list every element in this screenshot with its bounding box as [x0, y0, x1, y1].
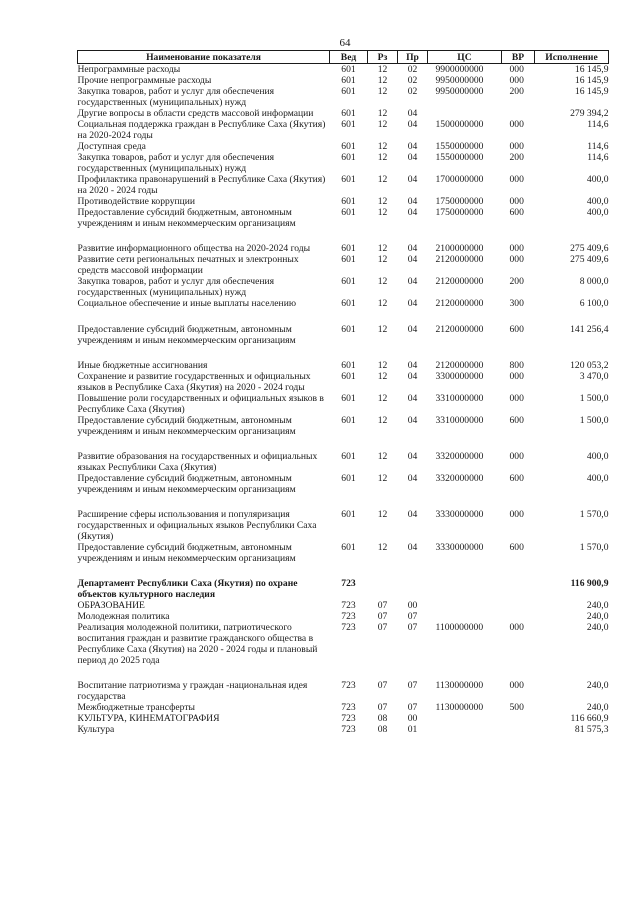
cell-execution: 81 575,3 [574, 724, 609, 735]
cell-pr: 04 [407, 174, 418, 185]
cell-vr: 800 [509, 360, 524, 371]
cell-pr [398, 578, 428, 600]
cell-name: Непрограммные расходы [77, 64, 181, 75]
cell-name: Закупка товаров, работ и услуг для обеспечения государственных (муниципальных) нужд [77, 86, 275, 108]
cell-vr [502, 108, 535, 119]
cell-vr: 000 [509, 196, 524, 207]
cell-ved: 723 [341, 600, 356, 611]
cell-vr: 600 [509, 207, 524, 218]
cell-ved: 601 [341, 64, 356, 75]
cell-ved: 723 [341, 702, 356, 713]
cell-ved: 601 [341, 254, 356, 265]
cell-name: Другие вопросы в области средств массовой информации [77, 108, 314, 119]
cell-execution: 240,0 [586, 600, 609, 611]
table-row [78, 509, 609, 542]
cell-ved: 601 [341, 360, 356, 371]
cell-cs: 1750000000 [435, 207, 484, 218]
cell-vr [502, 713, 535, 724]
cell-name: КУЛЬТУРА, КИНЕМАТОГРАФИЯ [77, 713, 220, 724]
table-row [78, 393, 609, 415]
cell-execution: 16 145,9 [574, 64, 609, 75]
table-body [78, 64, 609, 736]
cell-ved: 601 [341, 196, 356, 207]
cell-pr: 04 [407, 473, 418, 484]
cell-pr: 01 [407, 724, 418, 735]
cell-cs: 1550000000 [435, 152, 484, 163]
cell-rz: 12 [377, 243, 388, 254]
cell-name: Предоставление субсидий бюджетным, автономным учреждениям и иным некоммерческим организациям [77, 207, 296, 229]
header-rz: Рз [368, 51, 398, 64]
cell-cs [428, 713, 502, 724]
cell-rz: 07 [377, 622, 388, 633]
table-row [78, 415, 609, 451]
cell-execution: 16 145,9 [574, 86, 609, 97]
cell-vr [502, 611, 535, 622]
table-row [78, 108, 609, 119]
cell-name: Воспитание патриотизма у граждан -национальная идея государства [77, 680, 308, 702]
cell-execution: 116 900,9 [570, 578, 609, 589]
cell-vr: 000 [509, 243, 524, 254]
cell-name: Предоставление субсидий бюджетным, автономным учреждениям и иным некоммерческим организациям [77, 473, 296, 495]
cell-execution: 3 470,0 [579, 371, 609, 382]
cell-ved: 723 [341, 611, 356, 622]
cell-cs [428, 724, 502, 735]
cell-rz: 12 [377, 360, 388, 371]
table-row [78, 298, 609, 324]
table-row [78, 207, 609, 243]
cell-execution: 6 100,0 [579, 298, 609, 309]
table-row [78, 152, 609, 174]
cell-ved: 601 [341, 174, 356, 185]
cell-name: ОБРАЗОВАНИЕ [77, 600, 145, 611]
header-execution: Исполнение [535, 51, 609, 64]
cell-rz: 12 [377, 276, 388, 287]
cell-cs: 3300000000 [435, 371, 484, 382]
cell-pr: 04 [407, 509, 418, 520]
cell-pr: 04 [407, 196, 418, 207]
cell-name: Социальная поддержка граждан в Республике Саха (Якутия) на 2020-2024 годы [77, 119, 326, 141]
cell-vr: 200 [509, 86, 524, 97]
cell-vr [502, 600, 535, 611]
budget-execution-table [77, 50, 609, 735]
cell-pr: 04 [407, 393, 418, 404]
cell-rz: 12 [377, 451, 388, 462]
cell-cs: 9900000000 [435, 64, 484, 75]
cell-vr: 000 [509, 75, 524, 86]
cell-rz: 12 [377, 371, 388, 382]
cell-execution: 114,6 [587, 152, 609, 163]
cell-ved: 601 [341, 243, 356, 254]
cell-ved: 601 [341, 509, 356, 520]
cell-pr: 07 [407, 702, 418, 713]
cell-cs: 3330000000 [435, 542, 484, 553]
cell-ved: 601 [341, 276, 356, 287]
table-row [78, 360, 609, 371]
cell-execution: 1 570,0 [579, 542, 609, 553]
table-row [78, 119, 609, 141]
cell-vr: 200 [509, 276, 524, 287]
table-row [78, 451, 609, 473]
cell-rz: 07 [377, 702, 388, 713]
cell-name: Закупка товаров, работ и услуг для обеспечения государственных (муниципальных) нужд [77, 152, 275, 174]
cell-vr: 000 [509, 371, 524, 382]
cell-cs: 9950000000 [435, 75, 484, 86]
cell-ved: 723 [341, 713, 356, 724]
cell-pr: 04 [407, 254, 418, 265]
cell-rz: 07 [377, 680, 388, 691]
table-row [78, 196, 609, 207]
cell-pr: 04 [407, 371, 418, 382]
cell-pr: 07 [407, 622, 418, 633]
cell-pr: 04 [407, 119, 418, 130]
cell-cs: 9950000000 [435, 86, 484, 97]
cell-name: Закупка товаров, работ и услуг для обеспечения государственных (муниципальных) нужд [77, 276, 275, 298]
cell-name: Прочие непрограммные расходы [77, 75, 212, 86]
cell-cs: 3330000000 [435, 509, 484, 520]
cell-rz: 12 [377, 542, 388, 553]
cell-vr: 500 [509, 702, 524, 713]
cell-ved: 601 [341, 75, 356, 86]
cell-name: Сохранение и развитие государственных и официальных языков в Республике Саха (Якутия) на 2020 - 2024 годы [77, 371, 311, 393]
table-row [78, 578, 609, 600]
cell-rz: 12 [377, 75, 388, 86]
cell-cs: 2120000000 [435, 298, 484, 309]
table-row [78, 622, 609, 680]
cell-rz: 08 [377, 713, 388, 724]
cell-cs: 1750000000 [435, 196, 484, 207]
cell-vr: 600 [509, 542, 524, 553]
table-row [78, 542, 609, 578]
cell-pr: 04 [407, 243, 418, 254]
cell-rz: 12 [377, 207, 388, 218]
cell-pr: 04 [407, 207, 418, 218]
cell-rz: 12 [377, 509, 388, 520]
header-cs: ЦС [428, 51, 502, 64]
cell-cs: 1130000000 [435, 680, 484, 691]
cell-execution: 240,0 [586, 611, 609, 622]
cell-cs: 2100000000 [435, 243, 484, 254]
table-header-row [78, 51, 609, 64]
cell-ved: 601 [341, 108, 356, 119]
cell-vr: 600 [509, 473, 524, 484]
cell-execution: 141 256,4 [570, 324, 609, 335]
table-row [78, 702, 609, 713]
header-vr: ВР [502, 51, 535, 64]
cell-ved: 601 [341, 324, 356, 335]
cell-pr: 02 [407, 86, 418, 97]
cell-ved: 601 [341, 207, 356, 218]
header-name: Наименование показателя [78, 51, 330, 64]
cell-name: Профилактика правонарушений в Республике Саха (Якутия) на 2020 - 2024 годы [77, 174, 326, 196]
cell-rz: 12 [377, 473, 388, 484]
cell-vr: 000 [509, 174, 524, 185]
cell-rz: 12 [377, 108, 388, 119]
cell-pr: 07 [407, 611, 418, 622]
cell-pr: 04 [407, 451, 418, 462]
cell-execution: 8 000,0 [579, 276, 609, 287]
cell-pr: 00 [407, 713, 418, 724]
cell-cs [428, 578, 502, 600]
cell-pr: 04 [407, 360, 418, 371]
header-ved: Вед [330, 51, 368, 64]
cell-pr: 04 [407, 276, 418, 287]
cell-ved: 601 [341, 451, 356, 462]
table-row [78, 174, 609, 196]
cell-name: Иные бюджетные ассигнования [77, 360, 208, 371]
cell-cs: 2120000000 [435, 254, 484, 265]
cell-execution: 120 053,2 [570, 360, 609, 371]
cell-execution: 400,0 [586, 451, 609, 462]
cell-name: Развитие образования на государственных и официальных языках Республики Саха (Якутия) [77, 451, 318, 473]
cell-vr: 000 [509, 680, 524, 691]
cell-execution: 400,0 [586, 196, 609, 207]
cell-execution: 1 500,0 [579, 393, 609, 404]
cell-name: Развитие сети региональных печатных и электронных средств массовой информации [77, 254, 299, 276]
cell-execution: 1 570,0 [579, 509, 609, 520]
cell-execution: 400,0 [586, 473, 609, 484]
table-row [78, 611, 609, 622]
cell-rz: 12 [377, 152, 388, 163]
cell-pr: 04 [407, 324, 418, 335]
cell-ved: 601 [341, 473, 356, 484]
cell-cs: 1130000000 [435, 702, 484, 713]
page-number: 64 [339, 37, 351, 49]
cell-vr: 000 [509, 393, 524, 404]
cell-vr [502, 724, 535, 735]
cell-rz: 12 [377, 196, 388, 207]
cell-pr: 04 [407, 415, 418, 426]
table-row [78, 141, 609, 152]
cell-ved: 601 [341, 86, 356, 97]
cell-rz: 12 [377, 86, 388, 97]
cell-name: Департамент Республики Саха (Якутия) по охране объектов культурного наследия [77, 578, 298, 600]
cell-rz: 12 [377, 174, 388, 185]
cell-execution: 240,0 [586, 702, 609, 713]
cell-cs: 3310000000 [435, 415, 484, 426]
cell-pr: 04 [407, 141, 418, 152]
header-pr: Пр [398, 51, 428, 64]
table-row [78, 473, 609, 509]
cell-vr: 000 [509, 119, 524, 130]
cell-ved: 601 [341, 393, 356, 404]
cell-vr: 000 [509, 141, 524, 152]
cell-name: Доступная среда [77, 141, 146, 152]
cell-cs: 2120000000 [435, 360, 484, 371]
cell-vr: 200 [509, 152, 524, 163]
cell-ved: 723 [341, 724, 356, 735]
cell-execution: 400,0 [586, 174, 609, 185]
cell-rz: 08 [377, 724, 388, 735]
cell-rz: 12 [377, 119, 388, 130]
cell-rz: 07 [377, 611, 388, 622]
cell-execution: 240,0 [586, 622, 609, 633]
cell-vr [502, 578, 535, 600]
cell-ved: 723 [341, 622, 356, 633]
table-row [78, 86, 609, 108]
cell-rz: 12 [377, 415, 388, 426]
cell-name: Противодействие коррупции [77, 196, 196, 207]
cell-pr: 04 [407, 542, 418, 553]
cell-cs: 3320000000 [435, 451, 484, 462]
table-row [78, 724, 609, 735]
cell-name: Межбюджетные трансферты [77, 702, 195, 713]
cell-vr: 000 [509, 64, 524, 75]
cell-cs: 3320000000 [435, 473, 484, 484]
cell-ved: 601 [341, 542, 356, 553]
cell-execution: 1 500,0 [579, 415, 609, 426]
cell-cs: 2120000000 [435, 324, 484, 335]
cell-vr: 600 [509, 324, 524, 335]
cell-execution: 240,0 [586, 680, 609, 691]
cell-cs: 2120000000 [435, 276, 484, 287]
cell-vr: 000 [509, 509, 524, 520]
table-row [78, 371, 609, 393]
cell-cs: 1700000000 [435, 174, 484, 185]
cell-vr: 600 [509, 415, 524, 426]
table-row [78, 64, 609, 76]
cell-name: Молодежная политика [77, 611, 170, 622]
cell-rz: 12 [377, 298, 388, 309]
cell-ved: 601 [341, 371, 356, 382]
cell-pr: 00 [407, 600, 418, 611]
cell-ved: 601 [341, 415, 356, 426]
cell-rz: 12 [377, 324, 388, 335]
cell-cs: 1100000000 [435, 622, 484, 633]
cell-vr: 000 [509, 451, 524, 462]
table-row [78, 254, 609, 276]
cell-pr: 02 [407, 64, 418, 75]
table-row [78, 243, 609, 254]
table-row [78, 276, 609, 298]
table-row [78, 713, 609, 724]
cell-pr: 04 [407, 152, 418, 163]
cell-cs: 1500000000 [435, 119, 484, 130]
cell-rz: 12 [377, 64, 388, 75]
table-row [78, 324, 609, 360]
cell-cs [428, 108, 502, 119]
cell-name: Предоставление субсидий бюджетным, автономным учреждениям и иным некоммерческим организациям [77, 415, 296, 437]
cell-execution: 114,6 [587, 141, 609, 152]
cell-execution: 16 145,9 [574, 75, 609, 86]
cell-name: Реализация молодежной политики, патриотического воспитания граждан и развитие гражданского общества в Республике Саха (Якутия) на 2020 - 2024 годы и плановый период до 2025 года [77, 622, 318, 666]
table-row [78, 680, 609, 702]
cell-name: Предоставление субсидий бюджетным, автономным учреждениям и иным некоммерческим организациям [77, 542, 296, 564]
cell-cs: 3310000000 [435, 393, 484, 404]
cell-name: Предоставление субсидий бюджетным, автономным учреждениям и иным некоммерческим организациям [77, 324, 296, 346]
table-row [78, 75, 609, 86]
cell-vr: 000 [509, 254, 524, 265]
cell-ved: 601 [341, 298, 356, 309]
cell-name: Социальное обеспечение и иные выплаты населению [77, 298, 296, 309]
table-row [78, 600, 609, 611]
cell-ved: 601 [341, 119, 356, 130]
cell-execution: 116 660,9 [570, 713, 609, 724]
cell-name: Культура [77, 724, 115, 735]
cell-execution: 279 394,2 [570, 108, 609, 119]
cell-rz: 12 [377, 141, 388, 152]
cell-name: Развитие информационного общества на 2020-2024 годы [77, 243, 311, 254]
cell-execution: 275 409,6 [570, 243, 609, 254]
cell-execution: 275 409,6 [570, 254, 609, 265]
cell-execution: 114,6 [587, 119, 609, 130]
cell-cs: 1550000000 [435, 141, 484, 152]
cell-rz: 12 [377, 254, 388, 265]
cell-pr: 02 [407, 75, 418, 86]
cell-name: Повышение роли государственных и официальных языков в Республике Саха (Якутия) [77, 393, 324, 415]
cell-ved: 723 [341, 578, 356, 589]
cell-ved: 601 [341, 152, 356, 163]
cell-rz: 12 [377, 393, 388, 404]
cell-pr: 07 [407, 680, 418, 691]
cell-ved: 723 [341, 680, 356, 691]
cell-pr: 04 [407, 108, 418, 119]
cell-execution: 400,0 [586, 207, 609, 218]
cell-pr: 04 [407, 298, 418, 309]
cell-vr: 000 [509, 622, 524, 633]
cell-vr: 300 [509, 298, 524, 309]
cell-name: Расширение сферы использования и популяризация государственных и официальных языков Республики Саха (Якутия) [77, 509, 317, 542]
cell-rz [368, 578, 398, 600]
cell-cs [428, 600, 502, 611]
cell-ved: 601 [341, 141, 356, 152]
cell-cs [428, 611, 502, 622]
cell-rz: 07 [377, 600, 388, 611]
